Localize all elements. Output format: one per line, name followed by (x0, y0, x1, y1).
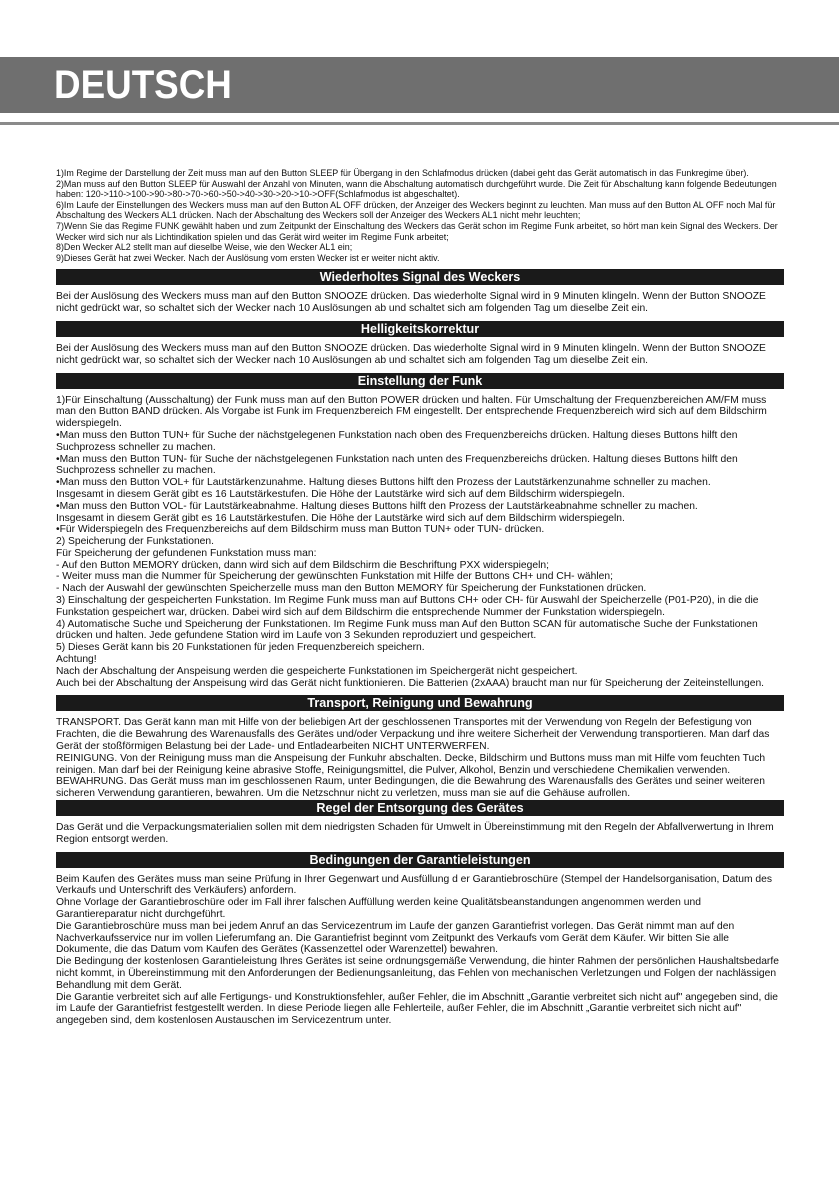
section-paragraph: •Man muss den Button VOL- für Lautstärkeabnahme. Haltung dieses Buttons hilft den Prozess der Lautstärkeabnahme schneller zu machen. (56, 500, 698, 512)
section-paragraph: Für Speicherung der gefundenen Funkstation muss man: (56, 547, 317, 559)
section-heading: Transport, Reinigung und Bewahrung (56, 695, 784, 711)
section-paragraph: Die Bedingung der kostenlosen Garantieleistung Ihres Gerätes ist seine ordnungsgemäße Verwendung, die hinter Rahmen der persönlichen Haushaltsbedarfe nicht kommt, in Übereinstimmung mit den Anforderungen der Bedienungsanleitung, das Fehlen von mechanischen Verletzungen und Folgen der nachlässigen Behandlung mit dem Gerät. (56, 956, 779, 991)
section-paragraph: 5) Dieses Gerät kann bis 20 Funkstationen für jeden Frequenzbereich speichern. (56, 642, 425, 654)
section-paragraph: Beim Kaufen des Gerätes muss man seine Prüfung in Ihrer Gegenwart und Ausfüllung d er Garantiebroschüre (Stempel der Handelsorganisation, Datum des Verkaufs und Unterschrift des Verkäufers) anfordern. (56, 873, 773, 897)
section-paragraph: BEWAHRUNG. Das Gerät muss man im geschlossenen Raum, unter Bedingungen, die die Bewahrung des Warenausfalls des Gerätes und seiner weiteren sicheren Verwendung garantieren, bewahren. Um die Netzschnur nicht zu verletzen, muss man sie auf die Gehäuse aufrollen. (56, 776, 765, 800)
section-paragraph: Die Garantiebroschüre muss man bei jedem Anruf an das Servicezentrum im Laufe der ganzen Garantiefrist vorlegen. Das Gerät nimmt man auf den Nachverkaufsservice nur im vollen Lieferumfang an. Die Garantiefrist beginnt vom Zeitpunkt des Verkaufs vom Gerät dem Käufer. Wir bitten Sie alle Dokumente, die das Datum vom Kaufen des Gerätes (Kassenzettel oder Warenzettel) bewahren. (56, 920, 735, 956)
section-paragraph: Ohne Vorlage der Garantiebroschüre oder im Fall ihrer falschen Auffüllung werden keine Qualitätsbeanstandungen angenommen werden und Garantiereparatur nicht durchgeführt. (56, 897, 701, 921)
section-paragraph: Bei der Auslösung des Weckers muss man auf den Button SNOOZE drücken. Das wiederholte Signal wird in 9 Minuten klingeln. Wenn der Button SNOOZE nicht gedrückt war, so schaltet sich der Wecker nach 10 Auslösungen ab und schaltet sich am folgenden Tag um dieselbe Zeit ein. (56, 342, 766, 366)
section-paragraph: Bei der Auslösung des Weckers muss man auf den Button SNOOZE drücken. Das wiederholte Signal wird in 9 Minuten klingeln. Wenn der Button SNOOZE nicht gedrückt war, so schaltet sich der Wecker nach 10 Auslösungen ab und schaltet sich am folgenden Tag um dieselbe Zeit ein. (56, 291, 766, 315)
section-paragraph: •Man muss den Button VOL+ für Lautstärkenzunahme. Haltung dieses Buttons hilft den Prozess der Lautstärkenzunahme schneller zu machen. (56, 477, 711, 489)
section-paragraph: •Für Widerspiegeln des Frequenzbereichs auf dem Bildschirm muss man Button TUN+ oder TUN- drücken. (56, 524, 545, 536)
section-paragraph: - Auf den Button MEMORY drücken, dann wird sich auf dem Bildschirm die Beschriftung PXX widerspiegeln; (56, 559, 549, 571)
section-paragraph: Achtung! (56, 654, 97, 666)
intro-paragraph: 7)Wenn Sie das Regime FUNK gewählt haben und zum Zeitpunkt der Einschaltung des Weckers das Gerät schon im Regime Funk arbeitet, so hört man kein Signal des Weckers. Der Wecker wird sich nur als Lichtindikation spielen und das Gerät wird weiter im Regime Funk arbeitet; (56, 220, 778, 242)
intro-paragraph: 8)Den Wecker AL2 stellt man auf dieselbe Weise, wie den Wecker AL1 ein; (56, 242, 353, 253)
section-disposal (56, 800, 784, 846)
section-heading: Einstellung der Funk (56, 373, 784, 389)
section-heading: Bedingungen der Garantieleistungen (56, 852, 784, 868)
section-paragraph: 4) Automatische Suche und Speicherung der Funkstationen. Im Regime Funk muss man Auf den Button SCAN für automatische Suche der Funkstationen drücken und halten. Jede gefundene Station wird im Laufe von 3 Sekunden reproduziert und gespeichert. (56, 618, 758, 642)
section-paragraph: •Man muss den Button TUN- für Suche der nächstgelegenen Funkstation nach unten des Frequenzbereichs drücken. Haltung dieses Buttons hilft den Suchprozess schneller zu machen. (56, 453, 738, 477)
section-heading: Helligkeitskorrektur (56, 321, 784, 337)
header-divider (0, 122, 839, 125)
section-brightness (56, 321, 784, 367)
intro-block (56, 168, 784, 263)
section-paragraph: Insgesamt in diesem Gerät gibt es 16 Lautstärkestufen. Die Höhe der Lautstärke wird sich auf dem Bildschirm widerspiegeln. (56, 488, 625, 500)
section-heading: Wiederholtes Signal des Weckers (56, 269, 784, 285)
intro-paragraph: 9)Dieses Gerät hat zwei Wecker. Nach der Auslösung vom ersten Wecker ist er weiter nicht aktiv. (56, 252, 440, 263)
section-paragraph: Die Garantie verbreitet sich auf alle Fertigungs- und Konstruktionsfehler, außer Fehler, die im Abschnitt „Garantie verbreitet sich nicht auf" angegeben sind, die im Laufe der Garantiefrist festgestellt werden. In diese Periode liegen alle Fehlerteile, außer Fehler, die im Abschnitt „Garantie verbreitet sich nicht auf" angegeben sind, dem kostenlosen Austauschen im Servicezentrum unter. (56, 991, 778, 1027)
section-heading: Regel der Entsorgung des Gerätes (56, 800, 784, 816)
page-title: DEUTSCH (54, 63, 232, 107)
language-banner (0, 57, 839, 113)
section-paragraph: TRANSPORT. Das Gerät kann man mit Hilfe von der beliebigen Art der geschlossenen Transportes mit der Verwendung von Regeln der Befestigung von Frachten, die die Bewahrung des Warenausfalls des Gerätes und/oder Verpackung und ihre weitere Sicherheit der Verwendung transportieren. Man darf das Gerät der stoßförmigen Belastung bei der Lade- und Entladearbeiten NICHT UNTERWERFEN. (56, 717, 770, 753)
section-paragraph: - Nach der Auswahl der gewünschten Speicherzelle muss man den Button MEMORY für Speicherung der Funkstationen drücken. (56, 583, 647, 595)
section-paragraph: Nach der Abschaltung der Anspeisung werden die gespeicherte Funkstationen im Speichergerät nicht gespeichert. (56, 665, 578, 677)
document-body (56, 168, 784, 1027)
section-paragraph: Das Gerät und die Verpackungsmaterialien sollen mit dem niedrigsten Schaden für Umwelt in Übereinstimmung mit den Regeln der Abfallverwertung in Ihrem Region entsorgt werden. (56, 822, 774, 845)
section-warranty (56, 852, 784, 1027)
section-transport (56, 695, 784, 800)
section-paragraph: 2) Speicherung der Funkstationen. (56, 536, 214, 548)
section-paragraph: Auch bei der Abschaltung der Anspeisung wird das Gerät nicht funktionieren. Die Batterien (2xAAA) braucht man nur für Speicherung der Zeiteinstellungen. (56, 677, 765, 689)
section-paragraph: REINIGUNG. Von der Reinigung muss man die Anspeisung der Funkuhr abschalten. Decke, Bildschirm und Buttons muss man mit Hilfe vom feuchten Tuch reinigen. Man darf bei der Reinigung keine abrasive Stoffe, Reinigungsmittel, die Pulver, Alkohol, Benzin und verschiedene Chemikalien verwenden. (56, 752, 766, 776)
section-paragraph: 1)Für Einschaltung (Ausschaltung) der Funk muss man auf den Button POWER drücken und halten. Für Umschaltung der Frequenzbereichen AM/FM muss man den Button BAND drücken. Als Vorgabe ist Funk im Frequenzbereich FM eingestellt. Der entsprechende Frequenzbereich wird sich auf dem Bildschirm widerspiegeln. (56, 394, 767, 430)
section-paragraph: •Man muss den Button TUN+ für Suche der nächstgelegenen Funkstation nach oben des Frequenzbereichs drücken. Haltung dieses Buttons hilft den Suchprozess schneller zu machen. (56, 429, 738, 453)
intro-paragraph: 2)Man muss auf den Button SLEEP für Auswahl der Anzahl von Minuten, wann die Abschaltung automatisch durchgeführt wurde. Die Zeit für Abschaltung kann folgende Bedeutungen haben: 120->110->100->90->80->70->60->50->40->30->20->10->OFF(Schlafmodus ist abgeschaltet). (56, 178, 777, 200)
section-radio (56, 373, 784, 690)
section-snooze (56, 269, 784, 315)
section-paragraph: 3) Einschaltung der gespeicherten Funkstation. Im Regime Funk muss man auf Buttons CH+ oder CH- für Auswahl der Speicherzelle (P01-P20), in die die Funkstation gespeichert war, drücken. Dabei wird sich auf dem Bildschirm die entsprechende Nummer der Funkstation widerspiegeln. (56, 595, 759, 618)
section-paragraph: Insgesamt in diesem Gerät gibt es 16 Lautstärkestufen. Die Höhe der Lautstärke wird sich auf dem Bildschirm widerspiegeln. (56, 512, 625, 524)
section-paragraph: - Weiter muss man die Nummer für Speicherung der gewünschten Funkstation mit Hilfe der Buttons CH+ und CH- wählen; (56, 571, 613, 583)
intro-paragraph: 1)Im Regime der Darstellung der Zeit muss man auf den Button SLEEP für Übergang in den Schlafmodus drücken (dabei geht das Gerät automatisch in das Funkregime über). (56, 168, 749, 178)
intro-paragraph: 6)Im Laufe der Einstellungen des Weckers muss man auf den Button AL OFF drücken, der Anzeiger des Weckers beginnt zu leuchten. Man muss auf den Button AL OFF noch Mal für Abschaltung des Weckers AL1 drücken. Nach der Abschaltung des Weckers soll der Anzeiger des Weckers AL1 nicht mehr leuchten; (56, 199, 776, 221)
